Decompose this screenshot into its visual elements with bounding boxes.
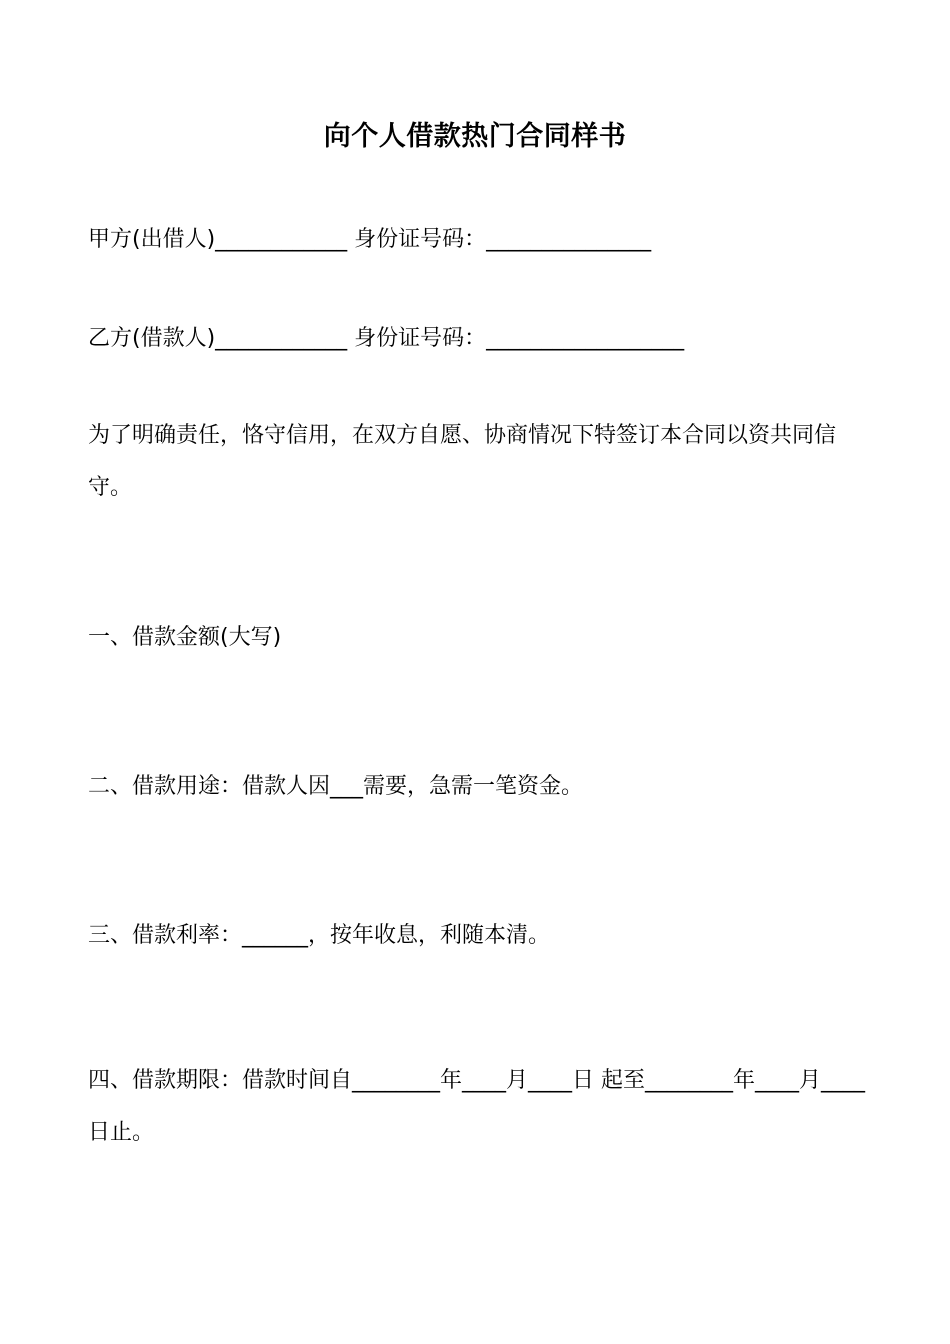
party-a-line: 甲方(出借人)____________ 身份证号码：_______________ <box>88 227 652 252</box>
clause-interest-rate: 三、借款利率：______，按年收息，利随本清。 <box>88 923 551 948</box>
clause-loan-purpose: 二、借款用途：借款人因___需要，急需一笔资金。 <box>88 774 584 799</box>
document-title: 向个人借款热门合同样书 <box>323 121 627 152</box>
clause-loan-amount: 一、借款金额(大写) <box>88 625 282 650</box>
clause-loan-term: 四、借款期限：借款时间自________年____月____日 起至________年____月____日止。 <box>88 1068 865 1145</box>
party-b-line: 乙方(借款人)____________ 身份证号码：__________________ <box>88 326 685 351</box>
preamble-paragraph: 为了明确责任，恪守信用，在双方自愿、协商情况下特签订本合同以资共同信守。 <box>88 423 837 500</box>
